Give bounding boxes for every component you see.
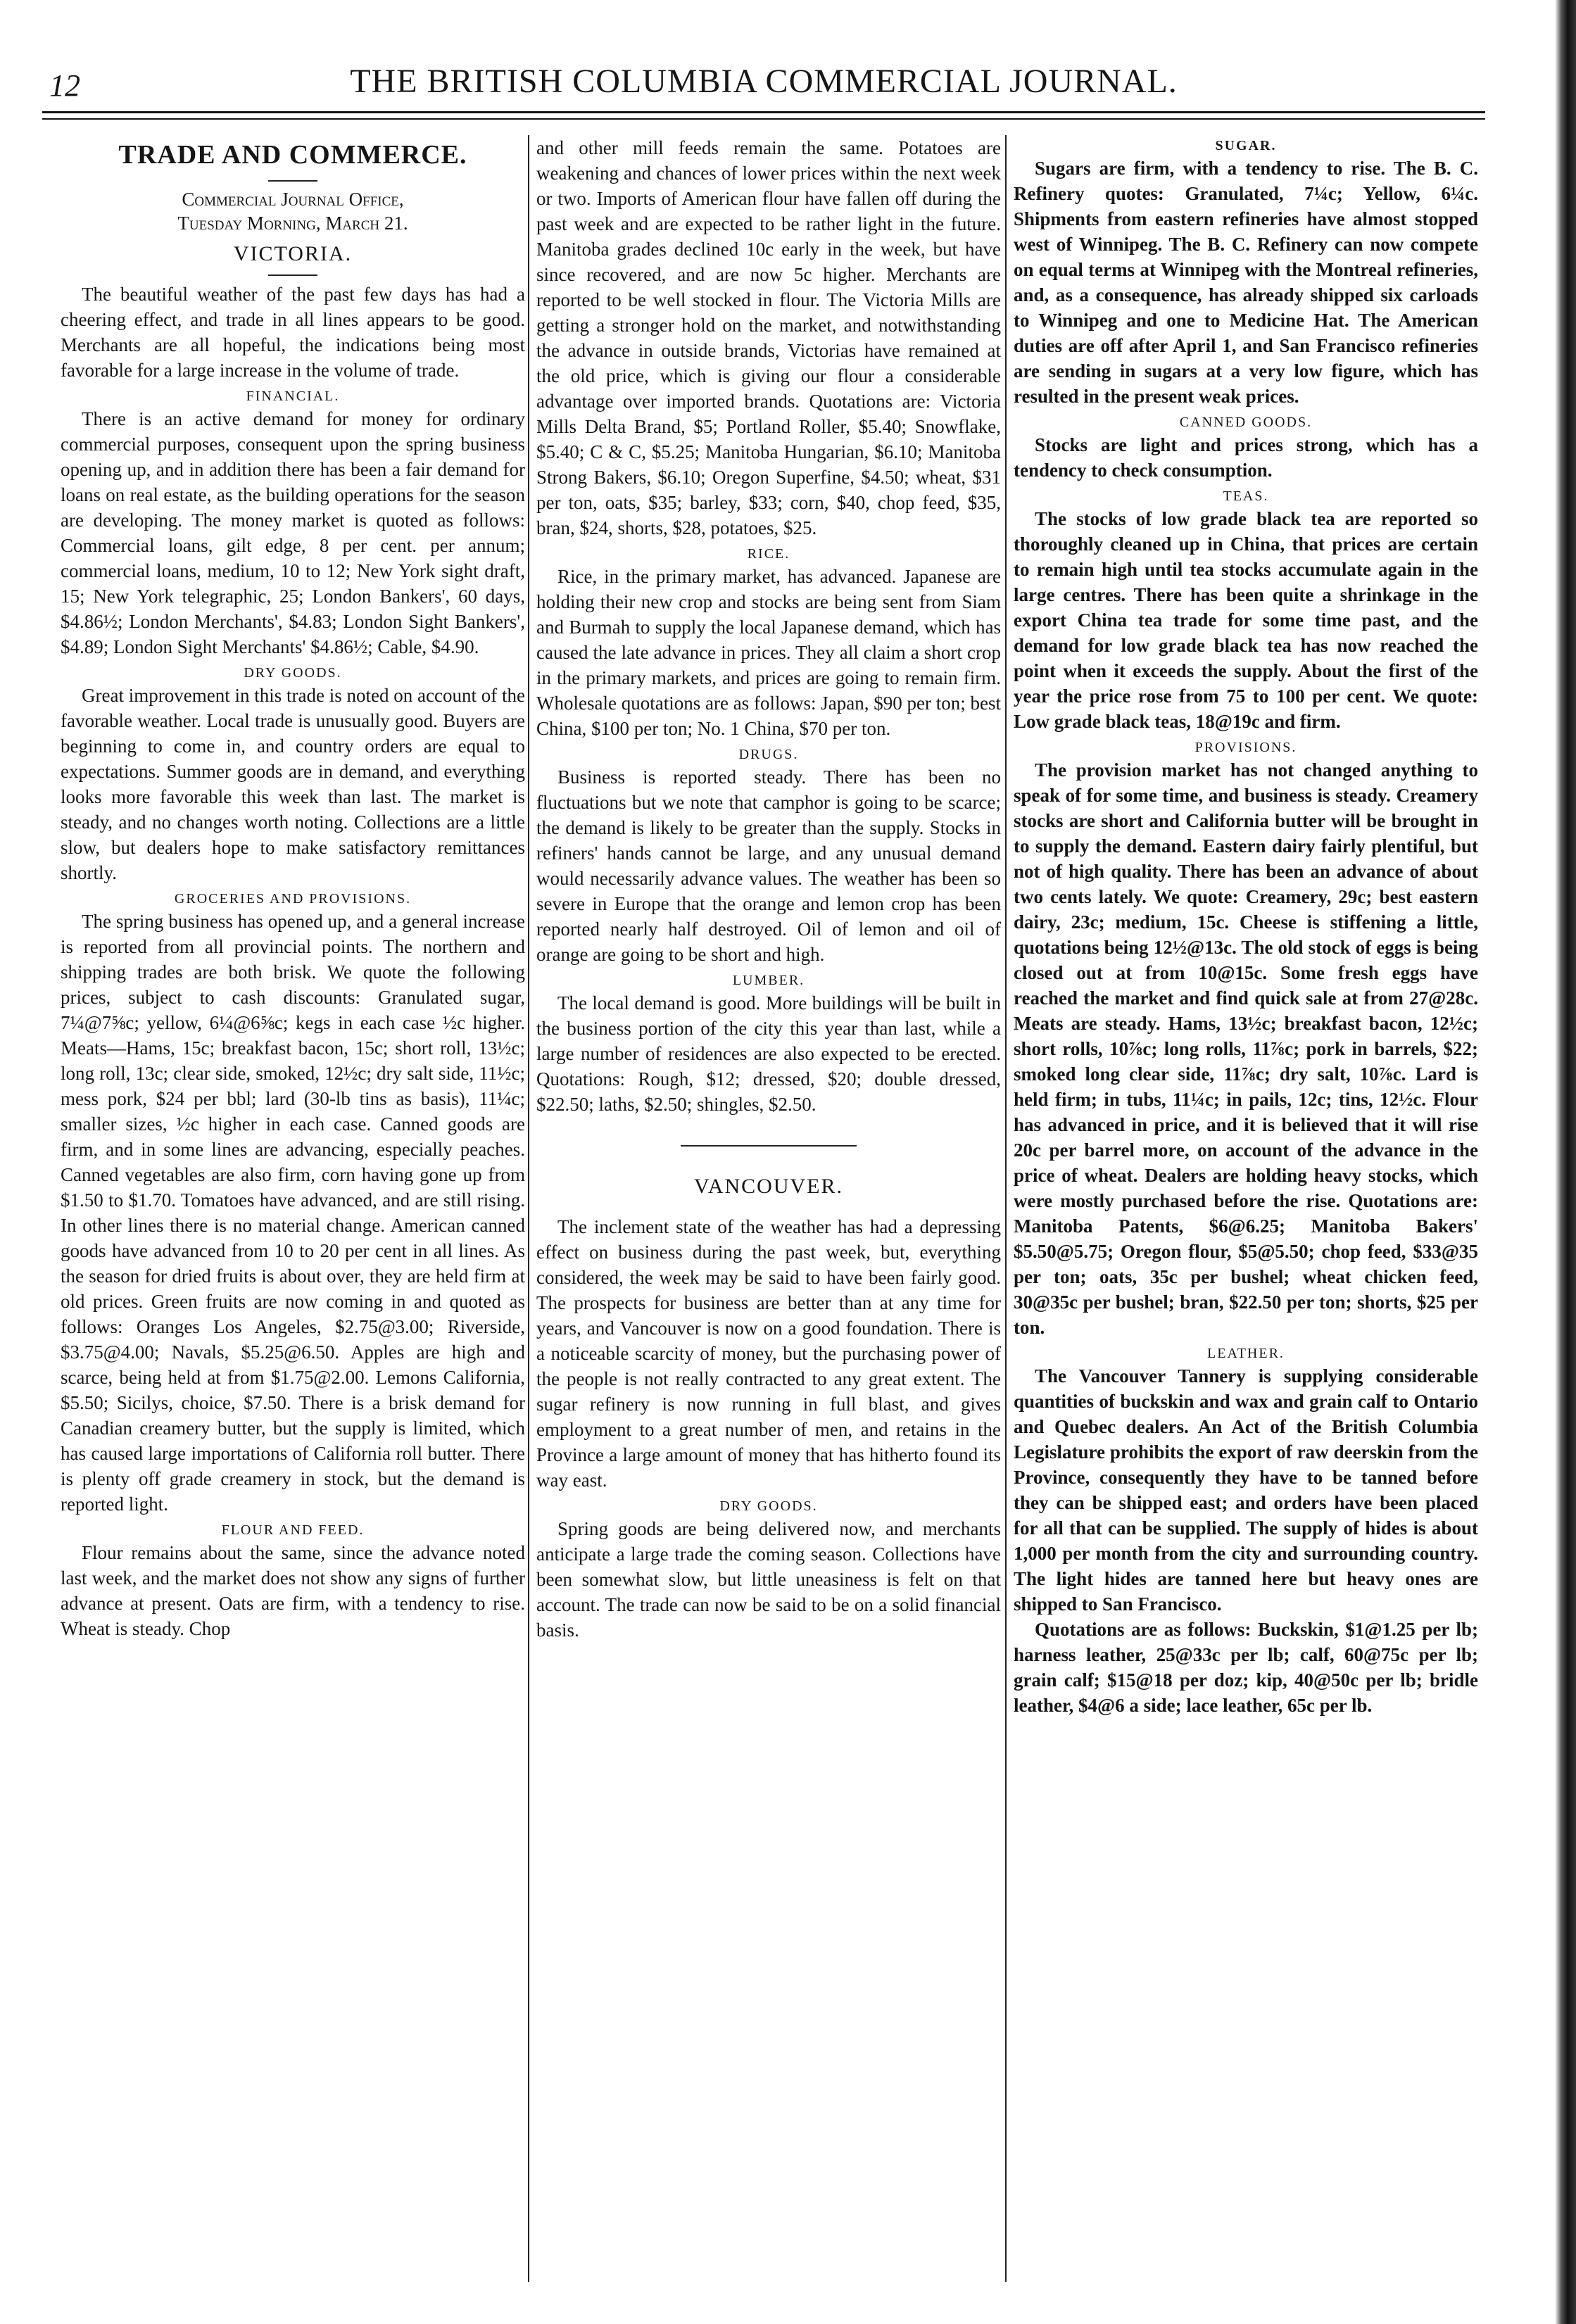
financial-heading: FINANCIAL. [246, 389, 340, 404]
sugar-heading: SUGAR. [1215, 138, 1277, 153]
title-rule [268, 180, 317, 182]
teas-paragraph: The stocks of low grade black tea are reported so thoroughly cleaned up in China, that prices are certain to remain high until tea stocks accumulate again in the large centres. There has been quite a shrinkage in the export China tea trade for some time past, and the demand for low grade black tea has now reached the point when it exceeds the supply. About the first of the year the price rose from 75 to 100 per cent. We quote: Low grade black teas, 18@19c and firm. [1014, 508, 1478, 732]
vancouver-dry-goods-heading: DRY GOODS. [719, 1498, 818, 1514]
financial-paragraph: There is an active demand for money for ordinary commercial purposes, consequent upon the spring business opening up, and in addition there has been a fair demand for loans on real estate, as the building operations for the season are developing. The money market is quoted as follows: Commercial loans, gilt edge, 8 per cent. per annum; commercial loans, medium, 10 to 12; New York sight draft, 15; New York telegraphic, 25; London Bankers', 60 days, $4.86½; London Merchants', $4.83; London Sight Bankers', $4.89; London Sight Merchants' $4.86½; Cable, $4.90. [61, 408, 525, 657]
leather-heading: LEATHER. [1207, 1346, 1285, 1361]
header-rule-top [42, 111, 1485, 113]
intro-paragraph: The beautiful weather of the past few days has had a cheering effect, and trade in all lines appears to be good. Merchants are all hopeful, the indications being most favorable for a large increase in the volume of trade. [61, 284, 525, 381]
provisions-heading: PROVISIONS. [1194, 740, 1297, 755]
column-2 [536, 135, 1001, 1643]
city-heading-victoria: VICTORIA. [233, 242, 353, 265]
flour-heading: FLOUR AND FEED. [221, 1522, 365, 1538]
flour-continued-paragraph: and other mill feeds remain the same. Potatoes are weakening and chances of lower prices within the next week or two. Imports of American flour have fallen off during the past week and are expected to be rather light in the future. Manitoba grades declined 10c early in the week, but have since recovered, and are now 5c higher. Merchants are reported to be well stocked in flour. The Victoria Mills are getting a stronger hold on the market, and notwithstanding the advance in outside brands, Victorias have remained at the old price, which is giving our flour a considerable advantage over imported brands. Quotations are: Victoria Mills Delta Brand, $5; Portland Roller, $5.40; Snowflake, $5.40; C & C, $5.25; Manitoba Hungarian, $6.10; Manitoba Strong Bakers, $6.10; Oregon Superfine, $4.50; wheat, $31 per ton, oats, $35; barley, $33; corn, $40, chop feed, $35, bran, $24, shorts, $28, potatoes, $25. [536, 137, 1001, 538]
office-line-2: Tuesday Morning, March 21. [177, 213, 408, 234]
page-header [42, 62, 1485, 111]
canned-goods-heading: CANNED GOODS. [1179, 415, 1313, 430]
dry-goods-heading: DRY GOODS. [244, 665, 342, 681]
section-separator [681, 1145, 857, 1147]
flour-paragraph: Flour remains about the same, since the advance noted last week, and the market does not show any signs of further advance at present. Oats are firm, with a tendency to rise. Wheat is steady. Chop [61, 1542, 525, 1639]
scan-edge-strip [1555, 0, 1576, 2324]
journal-title: THE BRITISH COLUMBIA COMMERCIAL JOURNAL. [350, 63, 1178, 100]
rice-heading: RICE. [747, 546, 790, 562]
office-line-1: Commercial Journal Office, [182, 189, 404, 210]
dry-goods-paragraph: Great improvement in this trade is noted on account of the favorable weather. Local trade is unusually good. Buyers are beginning to come in, and country orders are equal to expectations. Summer goods are in demand, and everything looks more favorable this week than last. The market is steady, and no changes worth noting. Collections are a little slow, but dealers hope to make satisfactory remittances shortly. [61, 685, 525, 883]
section-title: TRADE AND COMMERCE. [118, 140, 467, 170]
leather-quotations-paragraph: Quotations are as follows: Buckskin, $1@1.25 per lb; harness leather, 25@33c per lb; calf, 60@75c per lb; grain calf; $15@18 per doz; kip, 40@50c per lb; bridle leather, $4@6 a side; lace leather, 65c per lb. [1014, 1619, 1478, 1716]
column-3 [1014, 135, 1478, 1718]
groceries-paragraph: The spring business has opened up, and a general increase is reported from all provincial points. The northern and shipping trades are both brisk. We quote the following prices, subject to cash discounts: Granulated sugar, 7¼@7⅝c; yellow, 6¼@6⅝c; kegs in each case ½c higher. Meats—Hams, 15c; breakfast bacon, 15c; short roll, 13½c; long roll, 13c; clear side, smoked, 12½c; dry salt side, 11½c; mess pork, $24 per bbl; lard (30-lb tins as basis), 11¼c; smaller sizes, ½c higher in each case. Canned goods are firm, and in some lines are advancing, especially peaches. Canned vegetables are also firm, corn having gone up from $1.50 to $1.70. Tomatoes have advanced, and are still rising. In other lines there is no material change. American canned goods have advanced from 10 to 20 per cent in all lines. As the season for dried fruits is about over, they are held firm at old prices. Green fruits are now coming in and quoted as follows: Oranges Los Angeles, $2.75@3.00; Riverside, $3.75@4.00; Navals, $5.25@6.50. Apples are high and scarce, being held at from $1.75@2.00. Lemons California, $5.50; Sicilys, choice, $7.50. There is a brisk demand for Canadian creamery butter, but the supply is limited, which has caused large importations of California roll butter. There is plenty off grade creamery in stock, but the demand is reported light. [61, 911, 525, 1515]
leather-paragraph: The Vancouver Tannery is supplying considerable quantities of buckskin and wax and grain calf to Ontario and Quebec dealers. An Act of the British Columbia Legislature prohibits the export of raw deerskin from the Province, consequently they have to be tanned before they can be shipped east; and orders have been placed for all that can be supplied. The supply of hides is about 1,000 per month from the city and surrounding country. The light hides are tanned here but heavy ones are shipped to San Francisco. [1014, 1365, 1478, 1615]
column-divider-2 [1005, 135, 1007, 2282]
vancouver-dry-goods-paragraph: Spring goods are being delivered now, and merchants anticipate a large trade the coming season. Collections have been somewhat slow, but little uneasiness is felt on that account. The trade can now be said to be on a solid financial basis. [536, 1518, 1001, 1641]
drugs-paragraph: Business is reported steady. There has been no fluctuations but we note that camphor is going to be scarce; the demand is likely to be greater than the supply. Stocks in refiners' hands cannot be large, and any unusual demand would necessarily advance values. The weather has been so severe in Europe that the orange and lemon crop has been reported nearly half destroyed. Oil of lemon and oil of orange are going to be short and high. [536, 766, 1001, 965]
city-heading-vancouver: VANCOUVER. [694, 1175, 843, 1198]
header-rule-bottom [42, 118, 1485, 120]
page-number: 12 [49, 68, 80, 103]
column-1 [61, 135, 525, 1641]
column-divider-1 [528, 135, 529, 2282]
canned-goods-paragraph: Stocks are light and prices strong, which has a tendency to check consumption. [1014, 434, 1478, 481]
city-rule [268, 274, 317, 276]
provisions-paragraph: The provision market has not changed anything to speak of for some time, and business is steady. Creamery stocks are short and California butter will be brought in to supply the demand. Eastern dairy fairly plentiful, but not of high quality. There has been an advance of about two cents lately. We quote: Creamery, 29c; best eastern dairy, 23c; medium, 15c. Cheese is stiffening a little, quotations being 12½@13c. The old stock of eggs is being closed out at from 10@15c. Some fresh eggs have reached the market and find quick sale at from 27@28c. Meats are steady. Hams, 13½c; breakfast bacon, 12½c; short rolls, 10⅞c; long rolls, 11⅞c; pork in barrels, $22; smoked long clear side, 11⅞c; dry salt, 10⅞c. Lard is held firm; in tubs, 11¼c; in pails, 12c; tins, 12½c. Flour has advanced in price, and it is believed that it will rise 20c per barrel more, on account of the advance in the price of wheat. Dealers are holding heavy stocks, which were mostly purchased before the rise. Quotations are: Manitoba Patents, $6@6.25; Manitoba Bakers' $5.50@5.75; Oregon flour, $5@5.50; chop feed, $33@35 per ton; oats, 35c per bushel; wheat chicken feed, 30@35c per bushel; bran, $22.50 per ton; shorts, $25 per ton. [1014, 759, 1478, 1338]
lumber-paragraph: The local demand is good. More buildings will be built in the business portion of the city this year than last, while a large number of residences are also expected to be erected. Quotations: Rough, $12; dressed, $20; double dressed, $22.50; laths, $2.50; shingles, $2.50. [536, 992, 1001, 1115]
rice-paragraph: Rice, in the primary market, has advanced. Japanese are holding their new crop and stocks are being sent from Siam and Burmah to supply the local Japanese demand, which has caused the late advance in prices. They all claim a short crop in the primary markets, and prices are going to remain firm. Wholesale quotations are as follows: Japan, $90 per ton; best China, $100 per ton; No. 1 China, $70 per ton. [536, 566, 1001, 739]
teas-heading: TEAS. [1223, 488, 1269, 504]
lumber-heading: LUMBER. [732, 973, 805, 988]
vancouver-paragraph: The inclement state of the weather has had a depressing effect on business during the past week, but, everything considered, the week may be said to have been fairly good. The prospects for business are better than at any time for years, and Vancouver is now on a good foundation. There is a noticeable scarcity of money, but the purchasing power of the people is not really contracted to any great extent. The sugar refinery is now running in full blast, and gives employment to a great number of men, and retains in the Province a large amount of money that has hitherto found its way east. [536, 1216, 1001, 1491]
drugs-heading: DRUGS. [738, 747, 799, 762]
sugar-paragraph: Sugars are firm, with a tendency to rise. The B. C. Refinery quotes: Granulated, 7¼c; Yellow, 6¼c. Shipments from eastern refineries have almost stopped west of Winnipeg. The B. C. Refinery can now compete on equal terms at Winnipeg with the Montreal refineries, and, as a consequence, has already shipped six carloads to Winnipeg and one to Medicine Hat. The American duties are off after April 1, and San Francisco refineries are sending in sugars at a very low figure, which has resulted in the present weak prices. [1014, 158, 1478, 407]
groceries-heading: GROCERIES AND PROVISIONS. [174, 891, 412, 907]
